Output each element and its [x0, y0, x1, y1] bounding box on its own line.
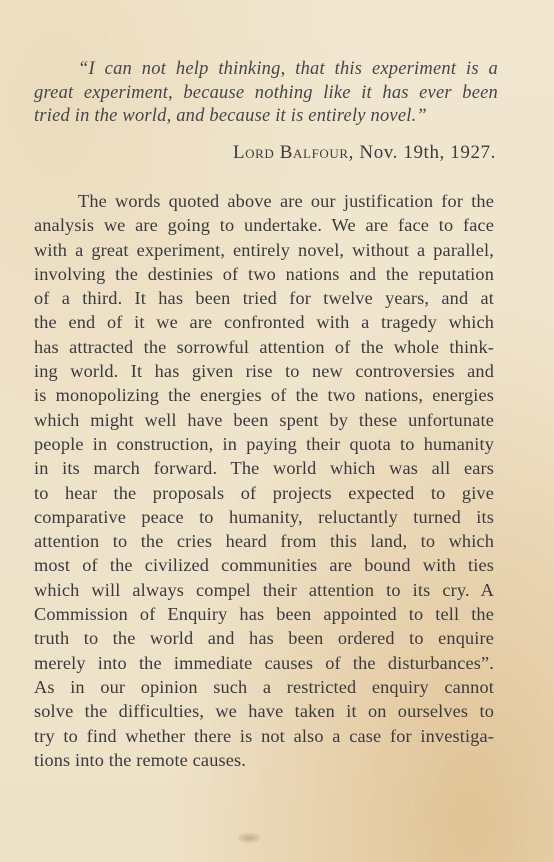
- body-line: involving the destinies of two nations and the reputation: [34, 263, 494, 284]
- ink-blot: [238, 833, 260, 843]
- body-line: comparative peace to humanity, reluctantly turned its: [34, 506, 494, 527]
- epigraph-quote: [34, 58, 498, 129]
- body-line: in its march forward. The world which was all ears: [34, 458, 494, 479]
- body-line: As in our opinion such a restricted enquiry cannot: [34, 676, 494, 697]
- body-line: which might well have been spent by these unfortunate: [34, 409, 494, 430]
- body-line: The words quoted above are our justification for the: [78, 191, 494, 211]
- body-line: with a great experiment, entirely novel, without a parallel,: [34, 239, 494, 260]
- body-line: is monopolizing the energies of the two nations, energies: [34, 385, 494, 406]
- body-line: merely into the immediate causes of the disturbances”.: [34, 652, 494, 673]
- body-line: ing world. It has given rise to new controversies and: [34, 361, 494, 382]
- body-line: to hear the proposals of projects expected to give: [34, 482, 494, 503]
- attribution-date: Nov. 19th, 1927.: [359, 142, 496, 163]
- body-line: analysis we are going to undertake. We are face to face: [34, 215, 494, 236]
- epigraph-line: great experiment, because nothing like it has ever been: [34, 82, 498, 103]
- body-line: of a third. It has been tried for twelve years, and at: [34, 288, 494, 309]
- body-line: most of the civilized communities are bound with ties: [34, 555, 494, 576]
- body-line: truth to the world and has been ordered to enquire: [34, 628, 494, 649]
- body-line: Commission of Enquiry has been appointed to tell the: [34, 604, 494, 625]
- body-line: attention to the cries heard from this land, to which: [34, 531, 494, 552]
- attribution-name: Lord Balfour,: [232, 142, 355, 163]
- body-line: people in construction, in paying their quota to humanity: [34, 433, 494, 454]
- epigraph-line: “I can not help thinking, that this experiment is a: [78, 59, 498, 79]
- body-line: has attracted the sorrowful attention of the whole think-: [34, 336, 494, 357]
- body-line: tions into the remote causes.: [34, 749, 246, 770]
- body-line: solve the difficulties, we have taken it on ourselves to: [34, 701, 494, 722]
- epigraph-line: tried in the world, and because it is entirely novel.”: [34, 106, 427, 126]
- body-line: the end of it we are confronted with a tragedy which: [34, 312, 494, 333]
- body-paragraph: [34, 189, 494, 772]
- epigraph-attribution: [233, 142, 496, 164]
- body-line: which will always compel their attention to its cry. A: [34, 579, 494, 600]
- body-line: try to find whether there is not also a case for investiga-: [34, 725, 494, 746]
